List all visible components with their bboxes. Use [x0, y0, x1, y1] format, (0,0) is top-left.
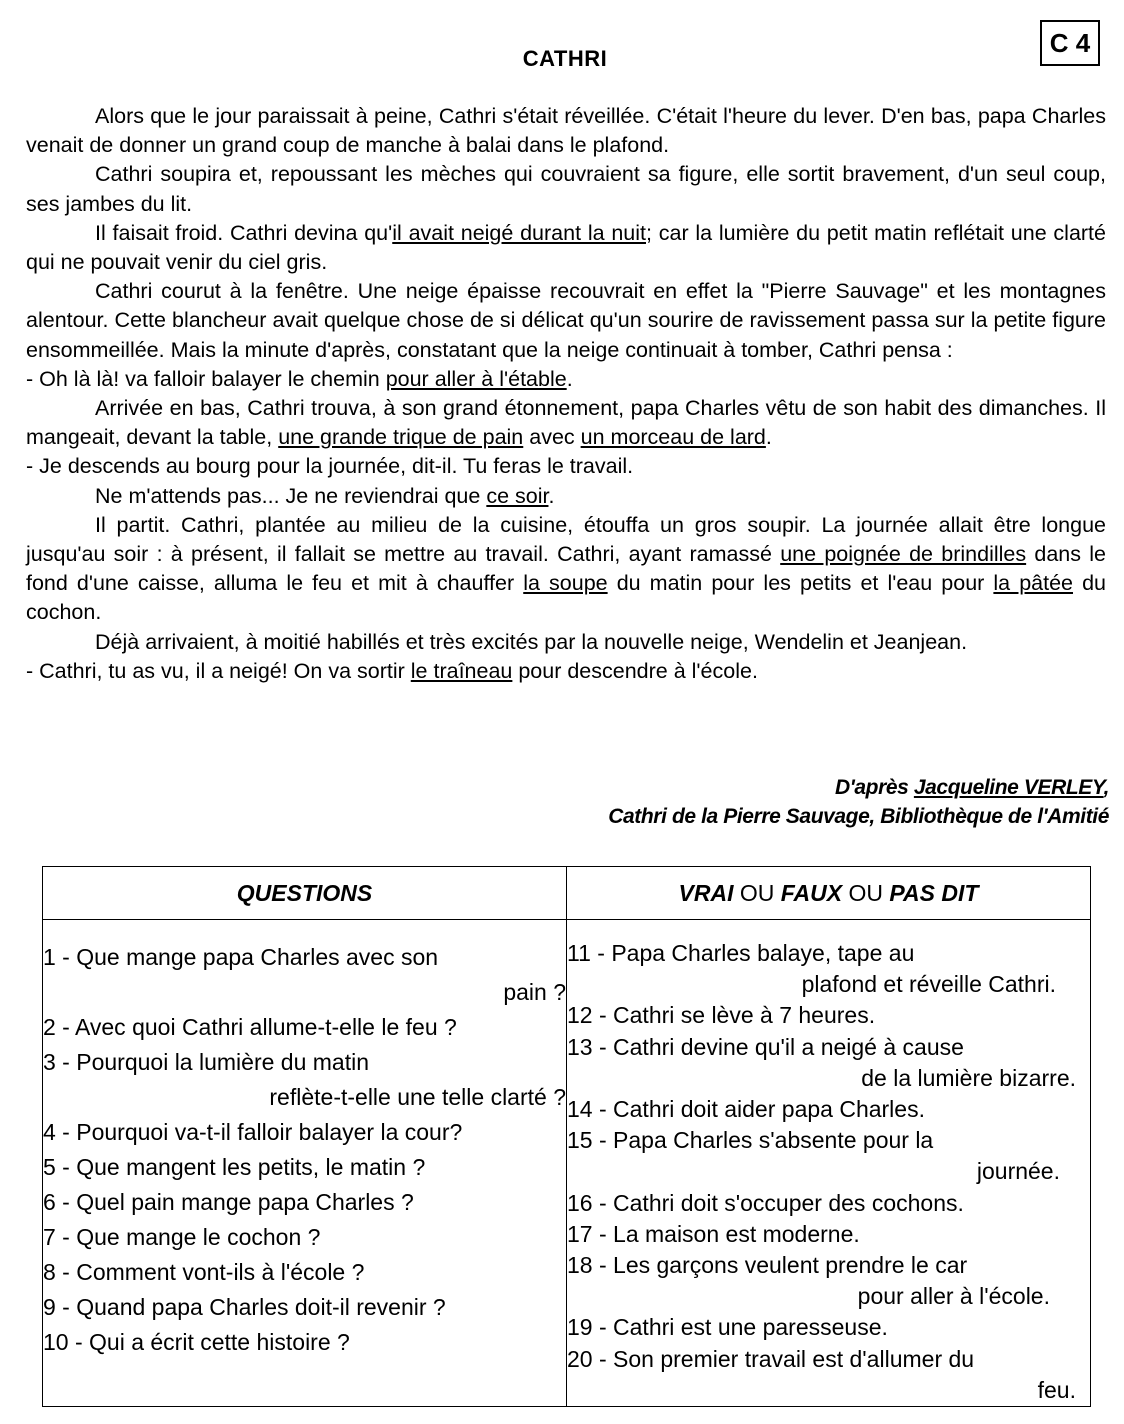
question-3a: 3 - Pourquoi la lumière du matin — [43, 1049, 369, 1075]
paragraph-5 — [26, 365, 1106, 394]
p11-text-a: - Cathri, tu as vu, il a neigé! On va sortir — [26, 658, 411, 683]
statement-15b: journée. — [976, 1158, 1060, 1185]
question-1b: pain ? — [503, 979, 566, 1005]
statement-20a: 20 - Son premier travail est d'allumer du — [567, 1345, 975, 1372]
paragraph-8 — [26, 482, 1106, 511]
statement-11a: 11 - Papa Charles balaye, tape au — [567, 940, 915, 966]
paragraph-1: Alors que le jour paraissait à peine, Cathri s'était réveillée. C'était l'heure du lever. D'en bas, papa Charles venait de donner un grand coup de manche à balai dans le plafond. — [26, 104, 1106, 158]
statement-17: 17 - La maison est moderne. — [567, 1220, 860, 1247]
story-text — [26, 102, 1106, 686]
questions-table — [42, 866, 1091, 1407]
statement-14: 14 - Cathri doit aider papa Charles. — [567, 1096, 925, 1123]
p5-text-b: . — [566, 366, 573, 391]
document-code-box: C 4 — [1040, 20, 1100, 66]
source-prefix: D'après — [835, 776, 914, 799]
p9-text-a: Il partit. Cathri, plantée au milieu de la cuisine, étouffa un gros soupir. La journée allait être longue jusqu'au soir : à présent, il fallait se mettre au travail. Cathri, ayant ramassé — [26, 512, 1106, 567]
statement-15a: 15 - Papa Charles s'absente pour la — [567, 1127, 934, 1154]
question-4: 4 - Pourquoi va-t-il falloir balayer la cour? — [43, 1119, 463, 1145]
document-title: CATHRI — [522, 46, 608, 71]
paragraph-6 — [26, 394, 1106, 452]
question-5: 5 - Que mangent les petits, le matin ? — [43, 1154, 426, 1180]
question-3b: reflète-t-elle une telle clarté ? — [269, 1084, 566, 1110]
p9-text-d: du cochon. — [26, 571, 1106, 625]
paragraph-3 — [26, 219, 1106, 277]
p9-text-b: dans le fond d'une caisse, alluma le feu et mit à chauffer — [26, 542, 1106, 596]
question-2: 2 - Avec quoi Cathri allume-t-elle le feu ? — [43, 1014, 457, 1040]
question-1a: 1 - Que mange papa Charles avec son — [43, 944, 439, 970]
source-book: Cathri de la Pierre Sauvage, Bibliothèque de l'Amitié — [608, 805, 1109, 828]
statement-11b: plafond et réveille Cathri. — [801, 971, 1056, 998]
header-questions: QUESTIONS — [43, 867, 567, 920]
p6-underlined-2: un morceau de lard — [580, 425, 766, 450]
p3-text-b: ; car la lumière du petit matin reflétait une clarté qui ne pouvait venir du ciel gris. — [26, 220, 1106, 275]
paragraph-2: Cathri soupira et, repoussant les mèches qui couvraient sa figure, elle sortit bravement, d'un seul coup, ses jambes du lit. — [26, 162, 1106, 216]
statements-column — [567, 920, 1091, 1407]
p6-text-a: Arrivée en bas, Cathri trouva, à son grand étonnement, papa Charles vêtu de son habit des dimanches. Il mangeait, devant la table, — [26, 396, 1106, 450]
p9-underlined-1: une poignée de brindilles — [780, 542, 1027, 567]
p8-underlined: ce soir — [486, 483, 549, 508]
p11-text-b: pour descendre à l'école. — [512, 658, 758, 683]
p5-text-a: - Oh là là! va falloir balayer le chemin — [26, 366, 386, 391]
source-author-line — [309, 773, 1109, 802]
p9-underlined-3: la pâtée — [993, 571, 1073, 596]
statement-13b: de la lumière bizarre. — [861, 1064, 1076, 1091]
p11-underlined: le traîneau — [410, 658, 513, 683]
p6-text-b: avec — [523, 425, 581, 450]
paragraph-9 — [26, 511, 1106, 628]
question-9: 9 - Quand papa Charles doit-il revenir ? — [43, 1294, 446, 1320]
source-suffix: , — [1103, 776, 1109, 799]
header-pas-dit: PAS DIT — [889, 879, 979, 906]
header-vrai: VRAI — [678, 879, 734, 906]
header-true-false — [567, 867, 1091, 920]
p3-underlined: il avait neigé durant la nuit — [392, 220, 646, 245]
statement-13a: 13 - Cathri devine qu'il a neigé à cause — [567, 1033, 964, 1060]
statement-16: 16 - Cathri doit s'occuper des cochons. — [567, 1189, 964, 1216]
p6-text-c: . — [765, 425, 772, 450]
paragraph-7: - Je descends au bourg pour la journée, dit-il. Tu feras le travail. — [26, 454, 634, 479]
statement-19: 19 - Cathri est une paresseuse. — [567, 1314, 888, 1341]
header-ou-2: OU — [842, 879, 890, 906]
p9-text-c: du matin pour les petits et l'eau pour — [607, 571, 994, 596]
p6-underlined-1: une grande trique de pain — [278, 425, 524, 450]
p8-text-a: Ne m'attends pas... Je ne reviendrai que — [95, 483, 487, 508]
statement-18b: pour aller à l'école. — [857, 1283, 1050, 1310]
question-7: 7 - Que mange le cochon ? — [43, 1224, 321, 1250]
paragraph-11 — [26, 657, 1106, 686]
header-faux: FAUX — [780, 879, 843, 906]
statement-20b: feu. — [1037, 1376, 1076, 1403]
statement-12: 12 - Cathri se lève à 7 heures. — [567, 1002, 876, 1029]
source-author: Jacqueline VERLEY — [913, 776, 1104, 799]
question-10: 10 - Qui a écrit cette histoire ? — [43, 1329, 350, 1355]
p3-text-a: Il faisait froid. Cathri devina qu' — [95, 220, 393, 245]
header-ou-1: OU — [733, 879, 781, 906]
questions-column — [43, 920, 567, 1407]
statement-18a: 18 - Les garçons veulent prendre le car — [567, 1252, 968, 1279]
paragraph-10: Déjà arrivaient, à moitié habillés et très excités par la nouvelle neige, Wendelin et Jeanjean. — [95, 629, 968, 654]
p9-underlined-2: la soupe — [523, 571, 608, 596]
question-8: 8 - Comment vont-ils à l'école ? — [43, 1259, 365, 1285]
question-6: 6 - Quel pain mange papa Charles ? — [43, 1189, 414, 1215]
p5-underlined: pour aller à l'étable — [385, 366, 567, 391]
p8-text-b: . — [548, 483, 555, 508]
paragraph-4: Cathri courut à la fenêtre. Une neige épaisse recouvrait en effet la "Pierre Sauvage" et les montagnes alentour. Cette blancheur avait quelque chose de si délicat qu'un sourire de ravissement passa sur la petite figure ensommeillée. Mais la minute d'après, constatant que la neige continuait à tomber, Cathri pensa : — [26, 279, 1106, 362]
